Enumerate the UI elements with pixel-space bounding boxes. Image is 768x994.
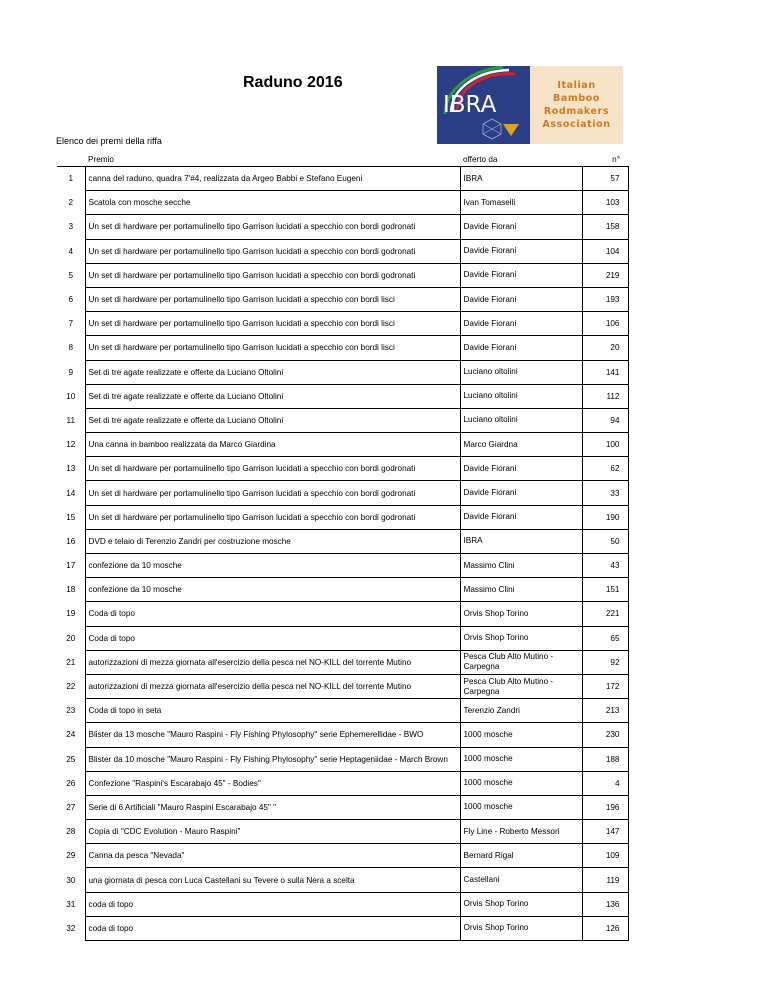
header-number: n° xyxy=(582,152,628,167)
row-index: 19 xyxy=(66,609,76,619)
row-ticket-number: 230 xyxy=(582,723,628,747)
row-ticket-number: 62 xyxy=(582,457,628,481)
row-ticket-number: 112 xyxy=(582,384,628,408)
row-index: 12 xyxy=(66,440,76,450)
row-prize: Un set di hardware per portamulinello tipo Garrison lucidati a specchio con bordi godronati xyxy=(85,457,460,481)
wordmark-line: Rodmakers xyxy=(543,106,610,117)
wordmark-line: Association xyxy=(542,119,611,130)
row-prize: autorizzazioni di mezza giornata all'esercizio della pesca nel NO-KILL del torrente Mutino xyxy=(85,674,460,698)
table-row xyxy=(57,892,628,916)
row-index: 7 xyxy=(68,319,74,329)
row-prize: autorizzazioni di mezza giornata all'esercizio della pesca nel NO-KILL del torrente Mutino xyxy=(85,650,460,674)
header-index xyxy=(57,152,85,167)
row-donor: 1000 mosche xyxy=(460,723,582,747)
row-ticket-number: 221 xyxy=(582,602,628,626)
row-donor: Luciano oltolini xyxy=(460,384,582,408)
table-row xyxy=(57,433,628,457)
row-index: 4 xyxy=(68,246,74,256)
row-ticket-number: 57 xyxy=(582,167,628,191)
row-ticket-number: 33 xyxy=(582,481,628,505)
page-title: Raduno 2016 xyxy=(243,74,343,91)
wordmark-line: Bamboo xyxy=(552,93,600,104)
row-ticket-number: 65 xyxy=(582,626,628,650)
row-prize: una giornata di pesca con Luca Castellani su Tevere o sulla Nera a scelta xyxy=(85,868,460,892)
row-ticket-number: 213 xyxy=(582,699,628,723)
row-prize: canna del raduno, quadra 7'#4, realizzata da Argeo Babbi e Stefano Eugeni xyxy=(85,167,460,191)
row-donor: Orvis Shop Torino xyxy=(460,602,582,626)
ibra-wordmark xyxy=(530,66,623,144)
row-index: 17 xyxy=(66,561,76,571)
row-prize: confezione da 10 mosche xyxy=(85,554,460,578)
table-row xyxy=(57,408,628,432)
table-row xyxy=(57,360,628,384)
ibra-abbrev: IBRA xyxy=(443,92,497,118)
row-donor: Ivan Tomaselli xyxy=(460,191,582,215)
row-ticket-number: 219 xyxy=(582,263,628,287)
row-index: 5 xyxy=(68,270,74,280)
row-index: 25 xyxy=(66,754,76,764)
row-prize: Serie di 6 Artificiali "Mauro Raspini Escarabajo 45" " xyxy=(85,795,460,819)
table-row xyxy=(57,239,628,263)
table-header-row xyxy=(57,152,628,167)
table-row xyxy=(57,626,628,650)
table-row xyxy=(57,167,628,191)
row-ticket-number: 106 xyxy=(582,312,628,336)
row-prize: Coda di topo xyxy=(85,602,460,626)
row-ticket-number: 136 xyxy=(582,892,628,916)
row-prize: Un set di hardware per portamulinello tipo Garrison lucidati a specchio con bordi godronati xyxy=(85,505,460,529)
ibra-emblem-graphic xyxy=(437,66,530,144)
row-prize: Coda di topo in seta xyxy=(85,699,460,723)
header-prize: Premio xyxy=(85,152,460,167)
row-donor: 1000 mosche xyxy=(460,771,582,795)
row-index: 11 xyxy=(66,415,75,425)
row-index: 18 xyxy=(66,585,76,595)
row-donor: Orvis Shop Torino xyxy=(460,892,582,916)
row-ticket-number: 190 xyxy=(582,505,628,529)
table-row xyxy=(57,723,628,747)
row-prize: Set di tre agate realizzate e offerte da Luciano Oltolini xyxy=(85,360,460,384)
header-donor: offerto da xyxy=(460,152,582,167)
row-donor: Fly Line - Roberto Messori xyxy=(460,820,582,844)
ibra-logo xyxy=(437,66,623,144)
row-donor: Orvis Shop Torino xyxy=(460,626,582,650)
row-index: 1 xyxy=(68,174,74,184)
table-row xyxy=(57,505,628,529)
row-donor: Castellani xyxy=(460,868,582,892)
row-prize: Un set di hardware per portamulinello tipo Garrison lucidati a specchio con bordi lisci xyxy=(85,336,460,360)
row-ticket-number: 188 xyxy=(582,747,628,771)
row-prize: Coda di topo xyxy=(85,626,460,650)
row-prize: Un set di hardware per portamulinello tipo Garrison lucidati a specchio con bordi godronati xyxy=(85,263,460,287)
table-row xyxy=(57,844,628,868)
row-index: 10 xyxy=(66,391,76,401)
table-row xyxy=(57,602,628,626)
table-row xyxy=(57,312,628,336)
row-prize: Scatola con mosche secche xyxy=(85,191,460,215)
row-index: 14 xyxy=(66,488,76,498)
row-donor: IBRA xyxy=(460,529,582,553)
row-prize: Un set di hardware per portamulinello tipo Garrison lucidati a specchio con bordi godronati xyxy=(85,481,460,505)
row-donor: Terenzio Zandri xyxy=(460,699,582,723)
row-prize: confezione da 10 mosche xyxy=(85,578,460,602)
row-donor: Davide Fiorani xyxy=(460,481,582,505)
table-row xyxy=(57,916,628,940)
row-index: 16 xyxy=(66,536,76,546)
table-row xyxy=(57,747,628,771)
row-index: 20 xyxy=(66,633,76,643)
row-index: 22 xyxy=(66,682,76,692)
row-index: 6 xyxy=(68,295,74,305)
row-prize: coda di topo xyxy=(85,892,460,916)
row-ticket-number: 172 xyxy=(582,674,628,698)
row-donor: Pesca Club Alto Mutino - Carpegna xyxy=(460,674,582,698)
prize-table xyxy=(57,152,629,941)
row-ticket-number: 100 xyxy=(582,433,628,457)
wordmark-line: Italian xyxy=(557,80,596,91)
row-prize: Copia di "CDC Evolution - Mauro Raspini" xyxy=(85,820,460,844)
row-prize: Un set di hardware per portamulinello tipo Garrison lucidati a specchio con bordi lisci xyxy=(85,287,460,311)
row-index: 3 xyxy=(68,222,74,232)
row-prize: Confezione "Raspini's Escarabajo 45" - Bodies" xyxy=(85,771,460,795)
row-donor: Davide Fiorani xyxy=(460,312,582,336)
row-donor: Davide Fiorani xyxy=(460,263,582,287)
row-ticket-number: 104 xyxy=(582,239,628,263)
table-row xyxy=(57,868,628,892)
row-donor: Massimo Clini xyxy=(460,554,582,578)
table-row xyxy=(57,650,628,674)
row-ticket-number: 151 xyxy=(582,578,628,602)
table-row xyxy=(57,457,628,481)
row-ticket-number: 158 xyxy=(582,215,628,239)
table-row xyxy=(57,481,628,505)
row-prize: Un set di hardware per portamulinello tipo Garrison lucidati a specchio con bordi lisci xyxy=(85,312,460,336)
row-donor: Davide Fiorani xyxy=(460,505,582,529)
row-prize: Un set di hardware per portamulinello tipo Garrison lucidati a specchio con bordi godronati xyxy=(85,215,460,239)
row-index: 8 xyxy=(68,343,74,353)
row-index: 27 xyxy=(66,802,76,812)
row-prize: Blister da 10 mosche "Mauro Raspini - Fly Fishing Phylosophy" serie Heptageniidae - March Brown xyxy=(85,747,460,771)
row-ticket-number: 43 xyxy=(582,554,628,578)
row-prize: coda di topo xyxy=(85,916,460,940)
row-ticket-number: 126 xyxy=(582,916,628,940)
row-ticket-number: 50 xyxy=(582,529,628,553)
table-row xyxy=(57,554,628,578)
row-prize: Blister da 13 mosche "Mauro Raspini - Fly Fishing Phylosophy" serie Ephemerellidae - BWO xyxy=(85,723,460,747)
row-ticket-number: 141 xyxy=(582,360,628,384)
row-donor: Davide Fiorani xyxy=(460,287,582,311)
row-donor: Marco Giardna xyxy=(460,433,582,457)
row-donor: Davide Fiorani xyxy=(460,457,582,481)
table-row xyxy=(57,699,628,723)
row-prize: Una canna in bamboo realizzata da Marco Giardina xyxy=(85,433,460,457)
table-row xyxy=(57,771,628,795)
row-index: 29 xyxy=(66,851,76,861)
row-index: 21 xyxy=(66,657,76,667)
row-index: 9 xyxy=(68,367,74,377)
row-prize: Canna da pesca "Nevada" xyxy=(85,844,460,868)
row-ticket-number: 119 xyxy=(582,868,628,892)
row-donor: Massimo Clini xyxy=(460,578,582,602)
table-row xyxy=(57,820,628,844)
row-ticket-number: 103 xyxy=(582,191,628,215)
row-donor: IBRA xyxy=(460,167,582,191)
table-row xyxy=(57,215,628,239)
row-ticket-number: 92 xyxy=(582,650,628,674)
table-row xyxy=(57,578,628,602)
row-ticket-number: 193 xyxy=(582,287,628,311)
row-index: 24 xyxy=(66,730,76,740)
table-row xyxy=(57,191,628,215)
table-row xyxy=(57,795,628,819)
row-donor: Luciano oltolini xyxy=(460,408,582,432)
row-donor: Davide Fiorani xyxy=(460,215,582,239)
table-row xyxy=(57,384,628,408)
table-row xyxy=(57,263,628,287)
row-index: 32 xyxy=(66,923,76,933)
row-prize: Set di tre agate realizzate e offerte da Luciano Oltolini xyxy=(85,384,460,408)
row-prize: DVD e telaio di Terenzio Zandri per costruzione mosche xyxy=(85,529,460,553)
row-ticket-number: 109 xyxy=(582,844,628,868)
row-donor: Davide Fiorani xyxy=(460,239,582,263)
row-index: 26 xyxy=(66,778,76,788)
row-index: 30 xyxy=(66,875,76,885)
table-row xyxy=(57,674,628,698)
row-prize: Set di tre agate realizzate e offerte da Luciano Oltolini xyxy=(85,408,460,432)
row-index: 31 xyxy=(66,899,76,909)
page-subtitle: Elenco dei premi della riffa xyxy=(56,136,162,146)
row-index: 15 xyxy=(66,512,76,522)
row-index: 28 xyxy=(66,827,76,837)
table-row xyxy=(57,287,628,311)
row-index: 2 xyxy=(68,198,74,208)
row-index: 13 xyxy=(66,464,76,474)
table-body xyxy=(57,167,628,941)
row-donor: 1000 mosche xyxy=(460,795,582,819)
row-ticket-number: 94 xyxy=(582,408,628,432)
row-donor: Davide Fiorani xyxy=(460,336,582,360)
row-ticket-number: 196 xyxy=(582,795,628,819)
table-row xyxy=(57,529,628,553)
row-donor: 1000 mosche xyxy=(460,747,582,771)
row-ticket-number: 20 xyxy=(582,336,628,360)
row-donor: Orvis Shop Torino xyxy=(460,916,582,940)
row-prize: Un set di hardware per portamulinello tipo Garrison lucidati a specchio con bordi godronati xyxy=(85,239,460,263)
row-index: 23 xyxy=(66,706,76,716)
row-donor: Pesca Club Alto Mutino - Carpegna xyxy=(460,650,582,674)
row-donor: Luciano oltolini xyxy=(460,360,582,384)
row-ticket-number: 4 xyxy=(582,771,628,795)
ibra-emblem xyxy=(437,66,530,144)
row-donor: Bernard Rigal xyxy=(460,844,582,868)
table-row xyxy=(57,336,628,360)
row-ticket-number: 147 xyxy=(582,820,628,844)
